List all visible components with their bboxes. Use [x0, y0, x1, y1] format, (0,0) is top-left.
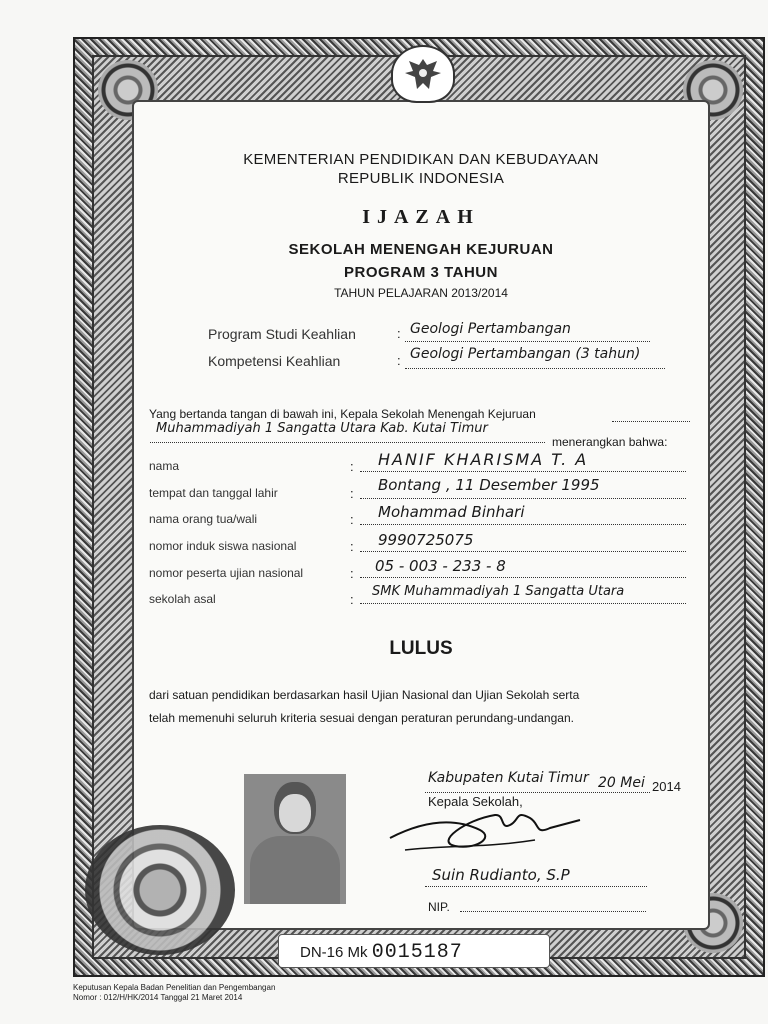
- serial-number: [300, 941, 463, 964]
- statement-suffix: menerangkan bahwa:: [552, 435, 668, 449]
- result-text-line1: dari satuan pendidikan berdasarkan hasil Ujian Nasional dan Ujian Sekolah serta: [149, 688, 580, 702]
- statement-intro: Yang bertanda tangan di bawah ini, Kepala Sekolah Menengah Kejuruan: [149, 407, 536, 421]
- list-item-label: nomor induk siswa nasional: [149, 539, 297, 553]
- program-duration: PROGRAM 3 TAHUN: [344, 264, 498, 281]
- dotted-line: [425, 886, 647, 887]
- program-studi-value: Geologi Pertambangan: [410, 321, 571, 337]
- school-type: SEKOLAH MENENGAH KEJURUAN: [288, 241, 554, 258]
- ministry-title: KEMENTERIAN PENDIDIKAN DAN KEBUDAYAAN REPUBLIK INDONESIA: [243, 151, 599, 187]
- document-title: IJAZAH: [362, 206, 480, 228]
- dotted-line: [460, 911, 646, 912]
- dotted-line: [360, 551, 686, 552]
- serial-prefix: DN-16 Mk: [300, 944, 368, 961]
- list-item-label: nama orang tua/wali: [149, 512, 258, 526]
- birth-place-date: Bontang , 11 Desember 1995: [378, 476, 600, 494]
- dotted-line: [612, 421, 690, 422]
- academic-year: TAHUN PELAJARAN 2013/2014: [334, 286, 508, 300]
- school-seal-icon: [85, 825, 235, 955]
- colon: :: [350, 539, 354, 554]
- footer-decree-line2: Nomor : 012/H/HK/2014 Tanggal 21 Maret 2014: [73, 993, 243, 1002]
- nip-label: NIP.: [428, 900, 450, 914]
- dotted-line: [150, 442, 545, 443]
- program-studi-label: Program Studi Keahlian: [208, 326, 356, 342]
- origin-school: SMK Muhammadiyah 1 Sangatta Utara: [372, 584, 625, 599]
- dotted-line: [360, 498, 686, 499]
- student-photo: [244, 774, 346, 904]
- dotted-line: [360, 577, 686, 578]
- signature-year: 2014: [652, 779, 681, 794]
- exam-number: 05 - 003 - 233 - 8: [375, 557, 506, 575]
- kompetensi-label: Kompetensi Keahlian: [208, 353, 341, 369]
- colon: :: [397, 326, 401, 341]
- student-name: HANIF KHARISMA T. A: [378, 450, 589, 469]
- result-status: LULUS: [389, 638, 453, 659]
- principal-name: Suin Rudianto, S.P: [432, 866, 570, 884]
- dotted-line: [360, 524, 686, 525]
- nisn-value: 9990725075: [378, 531, 474, 549]
- parent-name: Mohammad Binhari: [378, 503, 525, 521]
- garuda-emblem-icon: [391, 45, 455, 103]
- dotted-line: [360, 471, 686, 472]
- dotted-line: [405, 368, 665, 369]
- colon: :: [350, 592, 354, 607]
- list-item-label: tempat dan tanggal lahir: [149, 486, 278, 500]
- result-text-line2: telah memenuhi seluruh kriteria sesuai dengan peraturan perundang-undangan.: [149, 711, 574, 725]
- kompetensi-value: Geologi Pertambangan (3 tahun): [410, 346, 641, 362]
- signature-scribble-icon: [385, 800, 585, 870]
- serial-digits: 0015187: [371, 941, 463, 964]
- colon: :: [350, 459, 354, 474]
- signature-day-month: 20 Mei: [598, 775, 645, 791]
- list-item-label: sekolah asal: [149, 592, 216, 606]
- colon: :: [350, 512, 354, 527]
- signature-place: Kabupaten Kutai Timur: [428, 770, 589, 786]
- dotted-line: [405, 341, 650, 342]
- footer-decree-line1: Keputusan Kepala Badan Penelitian dan Pengembangan: [73, 983, 276, 992]
- signature-title: Kepala Sekolah,: [428, 794, 523, 809]
- list-item-label: nomor peserta ujian nasional: [149, 566, 304, 580]
- list-item-label: nama: [149, 459, 180, 473]
- colon: :: [350, 486, 354, 501]
- school-name: Muhammadiyah 1 Sangatta Utara Kab. Kutai Timur: [156, 421, 488, 436]
- colon: :: [350, 566, 354, 581]
- dotted-line: [425, 792, 650, 793]
- dotted-line: [360, 603, 686, 604]
- colon: :: [397, 353, 401, 368]
